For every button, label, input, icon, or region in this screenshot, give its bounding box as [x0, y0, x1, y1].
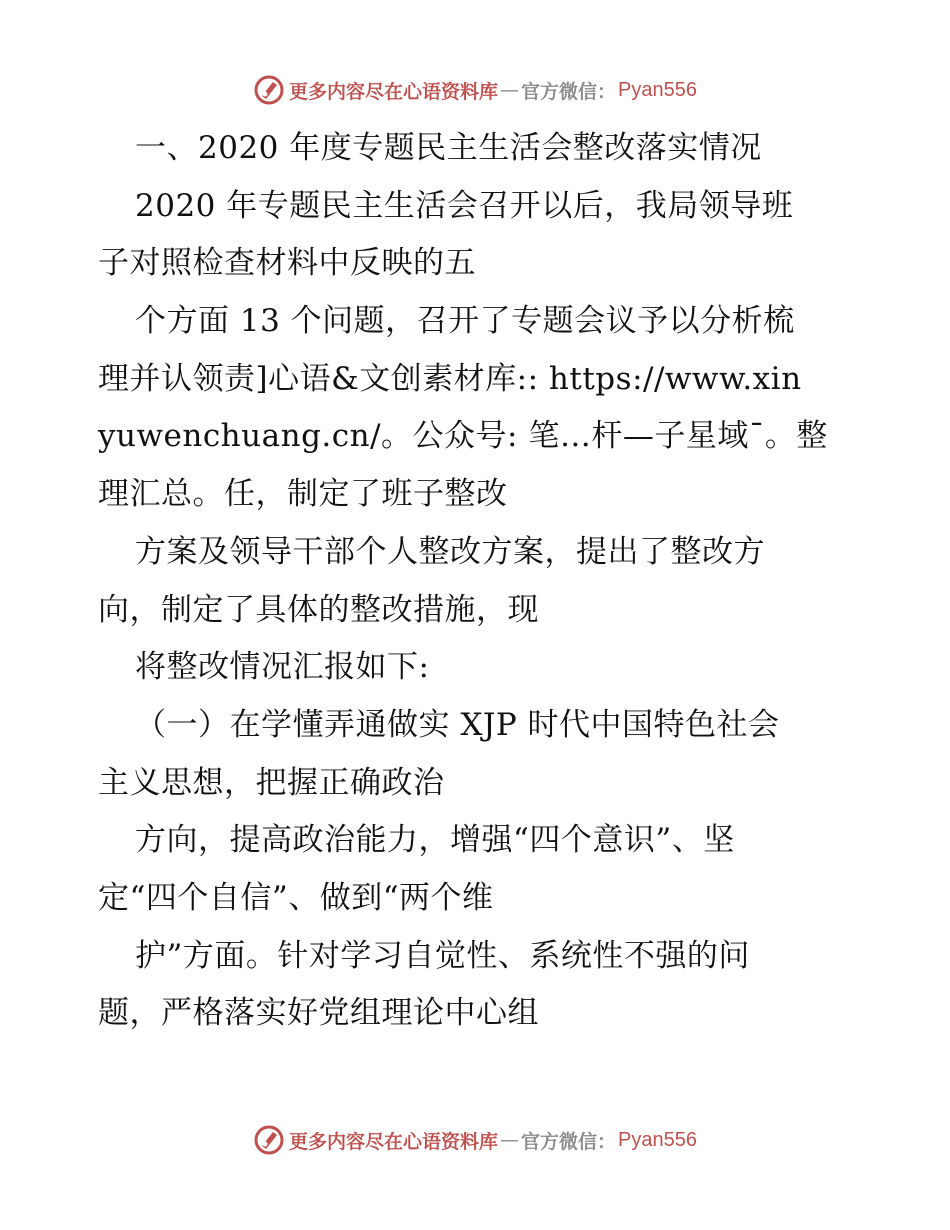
brand-logo-icon	[253, 74, 285, 106]
footer-banner	[0, 1120, 950, 1160]
paragraph-line: 向，制定了具体的整改措施，现	[98, 591, 539, 628]
header-wechat-label: 官方微信：	[521, 80, 617, 103]
paragraph-line: 方案及领导干部个人整改方案，提出了整改方	[135, 533, 765, 570]
footer-brand-text: 更多内容尽在心语资料库	[289, 1130, 499, 1153]
paragraph-line: 定“四个自信”、做到“两个维	[98, 879, 494, 916]
paragraph-line: 题，严格落实好党组理论中心组	[98, 995, 539, 1032]
paragraph-line: 主义思想，把握正确政治	[98, 764, 445, 801]
footer-wechat-id: Pyan556	[618, 1128, 697, 1151]
section-heading: 一、2020 年度专题民主生活会整改落实情况	[135, 130, 762, 166]
paragraph-line: 理并认领责]心语&文创素材库:: https://www.xin	[98, 360, 802, 397]
subsection-heading: （一）在学懂弄通做实 XJP 时代中国特色社会	[135, 706, 780, 743]
header-banner	[0, 70, 950, 110]
header-separator: —	[500, 79, 520, 101]
paragraph-line: yuwenchuang.cn/。公众号: 笔…杆—子星域¯。整	[98, 418, 828, 455]
paragraph-line: 护”方面。针对学习自觉性、系统性不强的问	[135, 937, 750, 974]
paragraph-line: 个方面 13 个问题，召开了专题会议予以分析梳	[135, 303, 795, 340]
paragraph-line: 将整改情况汇报如下:	[135, 649, 430, 686]
footer-separator: —	[500, 1129, 520, 1151]
header-brand-text: 更多内容尽在心语资料库	[289, 80, 499, 103]
header-wechat-id: Pyan556	[618, 78, 697, 101]
footer-wechat-label: 官方微信：	[521, 1130, 617, 1153]
paragraph-line: 理汇总。任，制定了班子整改	[98, 476, 508, 513]
paragraph-line: 2020 年专题民主生活会召开以后，我局领导班	[135, 187, 794, 224]
brand-logo-icon	[253, 1124, 285, 1156]
document-body	[98, 120, 858, 1043]
paragraph-line: 方向，提高政治能力，增强“四个意识”、坚	[135, 822, 735, 859]
paragraph-line: 子对照检查材料中反映的五	[98, 245, 476, 282]
